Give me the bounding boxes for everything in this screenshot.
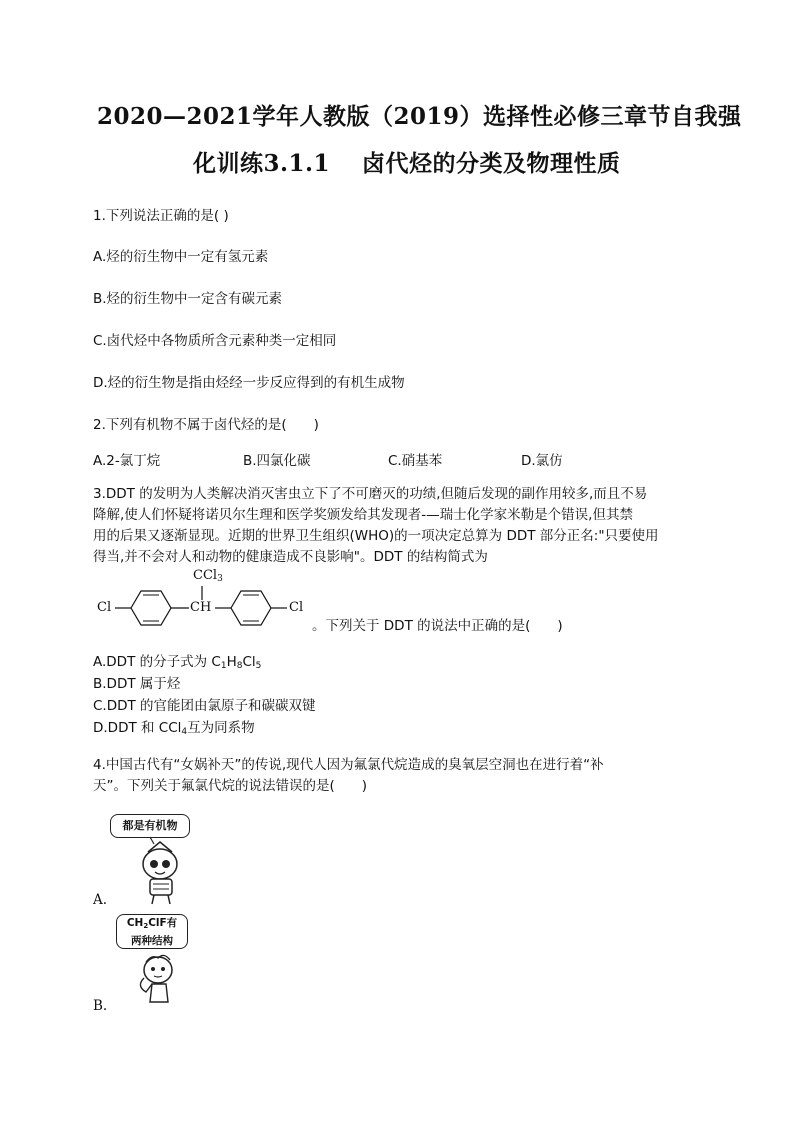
q3-option-b: B.DDT 属于烃 (93, 676, 181, 692)
q3-stem-line3: 用的后果又逐渐显现。近期的世界卫生组织(WHO)的一项决定总算为 DDT 部分正名:"只要使用 (93, 528, 659, 544)
q4-stem-line1: 4.中国古代有“女娲补天”的传说,现代人因为氟氯代烷造成的臭氧层空洞也在进行着“补 (93, 757, 604, 773)
q4-stem-line2: 天”。下列关于氟氯代烷的说法错误的是( ) (93, 778, 368, 794)
q2-option-a: A.2-氯丁烷 (93, 453, 161, 469)
q3-stem-line1: 3.DDT 的发明为人类解决消灭害虫立下了不可磨灭的功绩,但随后发现的副作用较多,而且不易 (93, 486, 648, 502)
q3-option-d: D.DDT 和 CCl$_4$互为同系物 (93, 720, 255, 737)
page-title-line2: 化训练3.1.1 卤代烃的分类及物理性质 (193, 150, 621, 177)
page-title-line1: 2020—2021学年人教版（2019）选择性必修三章节自我强 (97, 103, 742, 130)
q4-option-b-speech-bubble: $CH_2ClF$有 两种结构 (116, 914, 188, 949)
q1-option-c: C.卤代烃中各物质所含元素种类一定相同 (93, 333, 337, 349)
q3-stem-line2: 降解,使人们怀疑将诺贝尔生理和医学奖颁发给其发现者-—瑞士化学家米勒是个错误,但其禁 (93, 507, 633, 523)
q4-option-a-illustration (108, 812, 198, 907)
q3-option-c: C.DDT 的官能团由氯原子和碳碳双键 (93, 698, 316, 714)
q4-option-a-speech-bubble: 都是有机物 (110, 814, 190, 838)
ddt-structure (93, 566, 323, 638)
q4-option-b-illustration (108, 912, 198, 1007)
ddt-ccl3-label: CCl$_3$ (193, 568, 223, 584)
q3-option-a: A.DDT 的分子式为 $C_1H_8Cl_5$ (93, 654, 262, 671)
q2-stem: 2.下列有机物不属于卤代烃的是( ) (93, 417, 319, 433)
ddt-cl-right-label: Cl (289, 600, 304, 615)
q4-option-b-label: B. (93, 998, 108, 1014)
ddt-cl-left-label: Cl (97, 600, 112, 615)
q1-option-a: A.烃的衍生物中一定有氢元素 (93, 249, 269, 265)
q1-stem: 1.下列说法正确的是( ) (93, 208, 229, 224)
q3-stem-line4: 得当,并不会对人和动物的健康造成不良影响"。DDT 的结构简式为 (93, 549, 488, 565)
q4-option-a-label: A. (93, 892, 108, 908)
q2-option-b: B.四氯化碳 (243, 453, 311, 469)
ddt-ch-label: CH (190, 600, 212, 615)
q1-option-b: B.烃的衍生物中一定含有碳元素 (93, 291, 283, 307)
q2-option-d: D.氯仿 (521, 453, 563, 469)
cartoon-character-icon (108, 812, 198, 907)
thinking-character-icon (108, 912, 198, 1007)
q2-option-c: C.硝基苯 (388, 453, 443, 469)
q3-question: 。下列关于 DDT 的说法中正确的是( ) (312, 618, 563, 634)
q1-option-d: D.烃的衍生物是指由烃经一步反应得到的有机生成物 (93, 375, 405, 391)
